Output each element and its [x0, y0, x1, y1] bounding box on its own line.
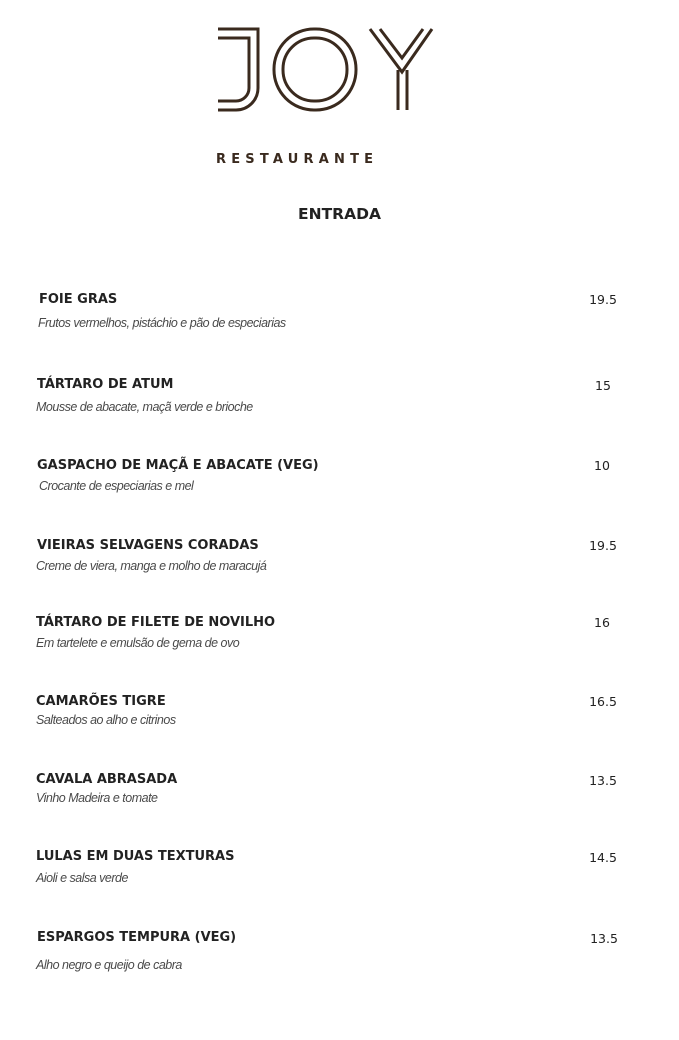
- item-name: ESPARGOS TEMPURA (VEG): [37, 930, 237, 945]
- menu-item: [0, 849, 679, 899]
- item-price: 19.5: [589, 538, 617, 553]
- restaurant-logo: [216, 26, 434, 167]
- item-name: FOIE GRAS: [39, 292, 118, 307]
- item-price: 10: [594, 458, 610, 473]
- menu-item: [0, 377, 679, 427]
- item-description: Creme de viera, manga e molho de maracujá: [36, 559, 267, 573]
- item-description: Em tartelete e emulsão de gema de ovo: [36, 636, 240, 650]
- item-name: VIEIRAS SELVAGENS CORADAS: [37, 538, 259, 553]
- item-description: Salteados ao alho e citrinos: [36, 713, 176, 727]
- item-name: TÁRTARO DE FILETE DE NOVILHO: [36, 615, 276, 630]
- item-price: 14.5: [589, 850, 617, 865]
- item-price: 16.5: [589, 694, 617, 709]
- joy-wordmark-logo: [216, 26, 434, 116]
- section-title: ENTRADA: [298, 205, 381, 223]
- menu-item: [0, 538, 679, 588]
- item-name: LULAS EM DUAS TEXTURAS: [36, 849, 235, 864]
- item-name: TÁRTARO DE ATUM: [37, 377, 174, 392]
- item-name: CAMARÕES TIGRE: [36, 694, 166, 709]
- item-price: 16: [594, 615, 610, 630]
- item-description: Alho negro e queijo de cabra: [36, 958, 182, 972]
- item-price: 13.5: [590, 931, 618, 946]
- item-price: 13.5: [589, 773, 617, 788]
- item-description: Frutos vermelhos, pistáchio e pão de especiarias: [38, 316, 286, 330]
- menu-item: [0, 694, 679, 744]
- menu-item: [0, 292, 679, 342]
- item-description: Mousse de abacate, maçã verde e brioche: [36, 400, 253, 414]
- item-description: Crocante de especiarias e mel: [39, 479, 194, 493]
- menu-item: [0, 458, 679, 508]
- menu-item: [0, 930, 679, 980]
- item-description: Vinho Madeira e tomate: [36, 791, 158, 805]
- menu-item: [0, 615, 679, 665]
- item-description: Aioli e salsa verde: [36, 871, 128, 885]
- item-price: 15: [595, 378, 611, 393]
- logo-subtitle: RESTAURANTE: [216, 152, 379, 167]
- item-name: GASPACHO DE MAÇÃ E ABACATE (VEG): [37, 458, 319, 473]
- menu-item: [0, 772, 679, 822]
- item-name: CAVALA ABRASADA: [36, 772, 178, 787]
- item-price: 19.5: [589, 292, 617, 307]
